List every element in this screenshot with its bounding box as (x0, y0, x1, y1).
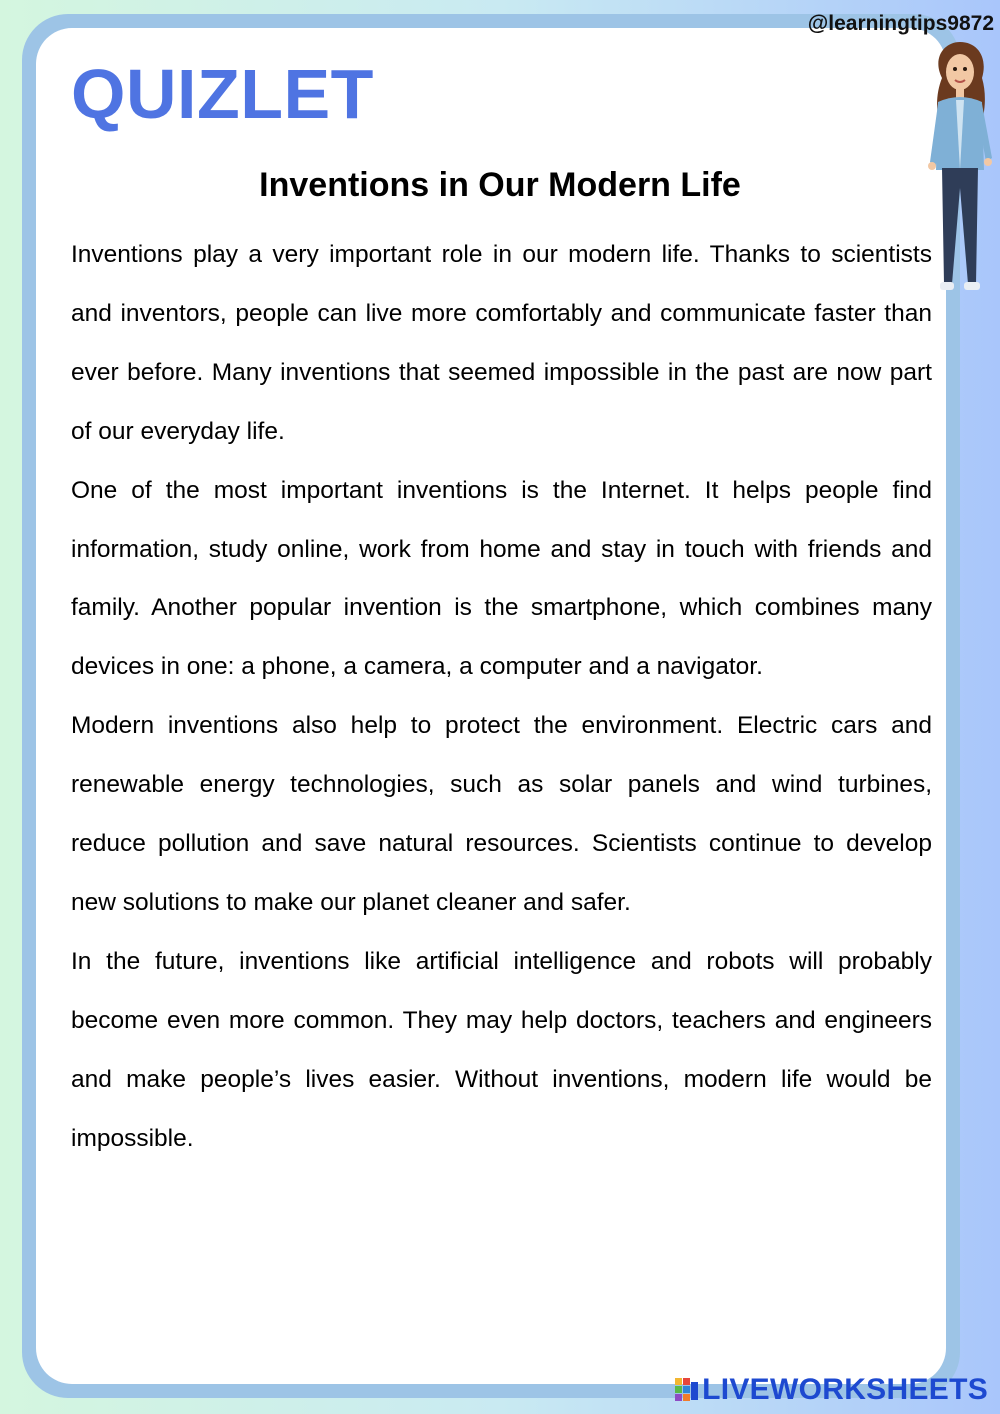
paragraph-1: Inventions play a very important role in our modern life. Thanks to scientists and inventors, people can live more comfortably and communicate faster than ever before. Many inventions that seemed impossible in the past are now part of our everyday life. (71, 241, 932, 445)
paragraph-4: In the future, inventions like artificial intelligence and robots will probably become even more common. They may help doctors, teachers and engineers and make people’s lives easier. Without inventions, modern life would be impossible. (71, 947, 932, 1152)
liveworksheets-logo-text: LIVEWORKSHEETS (702, 1373, 988, 1406)
paragraph-3: Modern inventions also help to protect the environment. Electric cars and renewable energy technologies, such as solar panels and wind turbines, reduce pollution and save natural resources. Scientists continue to develop new solutions to make our planet cleaner and safer. (71, 712, 932, 916)
text-title: Inventions in Our Modern Life (259, 166, 741, 204)
liveworksheets-logo-icon (675, 1378, 699, 1402)
brand-title: QUIZLET (71, 55, 374, 133)
reading-text (71, 226, 932, 1169)
author-handle: @learningtips9872 (807, 12, 994, 35)
liveworksheets-logo (675, 1373, 988, 1407)
paragraph-2: One of the most important inventions is the Internet. It helps people find information, study online, work from home and stay in touch with friends and family. Another popular invention is the smartphone, which combines many devices in one: a phone, a camera, a computer and a navigator. (71, 476, 932, 681)
